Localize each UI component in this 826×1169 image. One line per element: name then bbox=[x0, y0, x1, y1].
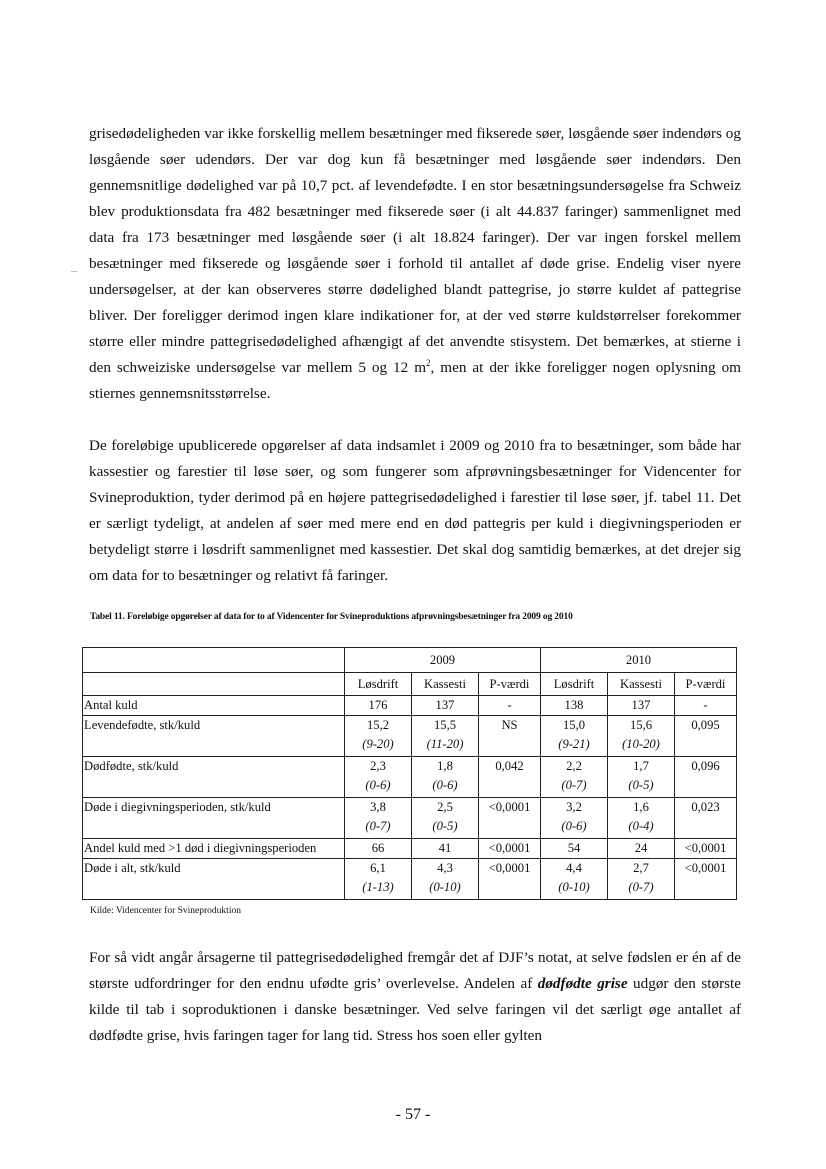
row-label: Døde i alt, stk/kuld bbox=[83, 859, 345, 900]
table-cell bbox=[608, 839, 675, 859]
cell-range: (0-7) bbox=[561, 778, 587, 792]
paragraph-1 bbox=[89, 121, 741, 407]
cell-value: 66 bbox=[371, 841, 385, 855]
table-cell bbox=[479, 859, 541, 900]
cell-value: 2,3 bbox=[370, 759, 386, 773]
cell-value: 2,5 bbox=[437, 800, 453, 814]
table-cell bbox=[345, 859, 412, 900]
paragraph-2: De foreløbige upublicerede opgørelser af data indsamlet i 2009 og 2010 fra to besætninger, som både har kassestier og farestier til løse søer, og som fungerer som afprøvningsbesætninger for Videncenter for Svineproduktion, tyder derimod på en højere pattegrisedødelighed i farestier til løse søer, jf. tabel 11. Det er særligt tydeligt, at andelen af søer med mere end en død pattegris per kuld i diegivningsperioden er betydeligt større i løsdrift sammenlignet med kassestier. Det skal dog samtidig bemærkes, at det drejer sig om data for to besætninger og relativt få faringer. bbox=[89, 437, 741, 584]
cell-value: 0,096 bbox=[691, 759, 720, 773]
cell-range: (0-7) bbox=[365, 819, 391, 833]
cell-value: 6,1 bbox=[370, 861, 386, 875]
row-label: Dødfødte, stk/kuld bbox=[83, 757, 345, 798]
empty-header-cell bbox=[83, 648, 345, 673]
col-header: P-værdi bbox=[479, 673, 541, 696]
table-row bbox=[83, 757, 737, 798]
cell-range: (0-6) bbox=[365, 778, 391, 792]
cell-value: 41 bbox=[438, 841, 452, 855]
table-cell bbox=[412, 859, 479, 900]
table-cell bbox=[345, 839, 412, 859]
row-label: Andel kuld med >1 død i diegivningsperioden bbox=[83, 839, 345, 859]
cell-value: 4,4 bbox=[566, 861, 582, 875]
paragraph-3 bbox=[89, 945, 741, 1049]
table-cell bbox=[345, 798, 412, 839]
cell-range: (11-20) bbox=[426, 737, 464, 751]
table-cell bbox=[345, 696, 412, 716]
row-label: Antal kuld bbox=[83, 696, 345, 716]
cell-value: 2,7 bbox=[633, 861, 649, 875]
page-number: - 57 - bbox=[395, 1106, 431, 1123]
cell-range: (0-4) bbox=[628, 819, 654, 833]
table-cell bbox=[412, 716, 479, 757]
table-cell bbox=[675, 716, 737, 757]
cell-range: (0-6) bbox=[432, 778, 458, 792]
column-header-row bbox=[83, 673, 737, 696]
cell-value: 137 bbox=[435, 698, 455, 712]
table-cell bbox=[541, 757, 608, 798]
cell-value: 2,2 bbox=[566, 759, 582, 773]
cell-value: 1,7 bbox=[633, 759, 649, 773]
table-caption: Tabel 11. Foreløbige opgørelser af data for to af Videncenter for Svineproduktions afprøvningsbesætninger fra 2009 og 2010 bbox=[90, 612, 573, 622]
cell-range: (0-7) bbox=[628, 880, 654, 894]
paragraph-3-text-end: udgør den største kilde til tab i soproduktionen i danske besætninger. Ved selve faringen vil det særligt øge antallet af dødfødte grise, hvis faringen tager for lang tid. Stress hos soen eller gylten bbox=[89, 975, 742, 1044]
table-cell bbox=[479, 716, 541, 757]
row-label: Levendefødte, stk/kuld bbox=[83, 716, 345, 757]
data-table bbox=[82, 647, 737, 900]
cell-value: 15,5 bbox=[433, 718, 457, 732]
cell-range: (9-20) bbox=[362, 737, 394, 751]
col-header: Kassesti bbox=[608, 673, 675, 696]
table-cell bbox=[541, 716, 608, 757]
cell-value: 3,2 bbox=[566, 800, 582, 814]
row-label: Døde i diegivningsperioden, stk/kuld bbox=[83, 798, 345, 839]
cell-range: (0-5) bbox=[628, 778, 654, 792]
cell-value: 138 bbox=[564, 698, 584, 712]
cell-value: 15,6 bbox=[629, 718, 653, 732]
table-cell bbox=[541, 696, 608, 716]
table-cell bbox=[412, 696, 479, 716]
table-cell bbox=[345, 716, 412, 757]
col-header: P-værdi bbox=[675, 673, 737, 696]
table-cell bbox=[412, 839, 479, 859]
cell-value: <0,0001 bbox=[488, 841, 531, 855]
table-cell bbox=[608, 859, 675, 900]
col-header: Løsdrift bbox=[345, 673, 412, 696]
cell-range: (0-6) bbox=[561, 819, 587, 833]
table-cell bbox=[479, 839, 541, 859]
cell-value: 3,8 bbox=[370, 800, 386, 814]
cell-value: 24 bbox=[634, 841, 648, 855]
cell-value: 4,3 bbox=[437, 861, 453, 875]
cell-value: 54 bbox=[567, 841, 581, 855]
table-body bbox=[83, 696, 737, 900]
cell-value: 0,042 bbox=[495, 759, 524, 773]
year-2010-header: 2010 bbox=[541, 648, 737, 673]
superscript: 2 bbox=[426, 357, 431, 368]
table-cell bbox=[675, 798, 737, 839]
cell-range: (0-5) bbox=[432, 819, 458, 833]
table-cell bbox=[675, 696, 737, 716]
table-cell bbox=[541, 859, 608, 900]
cell-range: (0-10) bbox=[558, 880, 590, 894]
cell-value: 15,0 bbox=[562, 718, 586, 732]
cell-value: <0,0001 bbox=[684, 861, 727, 875]
table-cell bbox=[608, 716, 675, 757]
table-row bbox=[83, 798, 737, 839]
paragraph-3-text: For så vidt angår årsagerne til pattegrisedødelighed fremgår det af DJF’s notat, at selve fødslen er én af de største udfordringer for den endnu ufødte gris’ overlevelse. Andelen af bbox=[89, 949, 741, 992]
col-header: Løsdrift bbox=[541, 673, 608, 696]
cell-value: NS bbox=[501, 718, 518, 732]
cell-range: (0-10) bbox=[429, 880, 461, 894]
table-row bbox=[83, 716, 737, 757]
cell-range: (1-13) bbox=[362, 880, 394, 894]
table-cell bbox=[479, 757, 541, 798]
table-cell bbox=[541, 839, 608, 859]
table-row bbox=[83, 696, 737, 716]
table-row bbox=[83, 839, 737, 859]
year-header-row bbox=[83, 648, 737, 673]
paragraph-1-text: grisedødeligheden var ikke forskellig mellem besætninger med fikserede søer, løsgående søer indendørs og løsgående søer udendørs. Der var dog kun få besætninger med løsgående søer indendørs. Den gennemsnitlige dødelighed var på 10,7 pct. af levendefødte. I en stor besætningsundersøgelse fra Schweiz blev produktionsdata fra 482 besætninger med fikserede søer (i alt 44.837 faringer) sammenlignet med data fra 173 besætninger med løsgående søer (i alt 18.824 faringer). Der var ingen forskel mellem besætninger med fikserede og løsgående søer i forhold til antallet af døde grise. Endelig viser nyere undersøgelser, at der kan observeres større dødelighed blandt pattegrise, jo større kuldet af pattegrise bliver. Der foreligger derimod ingen klare indikationer for, at der ved større kuldstørrelser forekommer større eller mindre pattegrisedødelighed afhængigt af det anvendte stisystem. Det bemærkes, at stierne i den schweiziske undersøgelse var mellem 5 og 12 m bbox=[89, 125, 741, 376]
cell-value: 0,023 bbox=[691, 800, 720, 814]
table-cell bbox=[541, 798, 608, 839]
cell-value: 1,8 bbox=[437, 759, 453, 773]
cell-value: 176 bbox=[368, 698, 388, 712]
cell-value: - bbox=[703, 698, 708, 712]
table-cell bbox=[675, 859, 737, 900]
table-cell bbox=[412, 757, 479, 798]
table-source: Kilde: Videncenter for Svineproduktion bbox=[90, 906, 241, 916]
cell-value: <0,0001 bbox=[684, 841, 727, 855]
table-cell bbox=[675, 839, 737, 859]
table-cell bbox=[675, 757, 737, 798]
cell-value: 15,2 bbox=[366, 718, 390, 732]
table-cell bbox=[345, 757, 412, 798]
year-2009-header: 2009 bbox=[345, 648, 541, 673]
empty-header-cell bbox=[83, 673, 345, 696]
cell-value: <0,0001 bbox=[488, 800, 531, 814]
paragraph-1-text-end: , men at der ikke foreligger nogen oplysning om stiernes gennemsnitsstørrelse. bbox=[89, 359, 741, 402]
cell-value: <0,0001 bbox=[488, 861, 531, 875]
cell-value: 0,095 bbox=[691, 718, 720, 732]
col-header: Kassesti bbox=[412, 673, 479, 696]
emphasis-term: dødfødte grise bbox=[537, 975, 628, 992]
margin-mark bbox=[71, 271, 77, 272]
table-cell bbox=[479, 798, 541, 839]
table-cell bbox=[412, 798, 479, 839]
table-cell bbox=[479, 696, 541, 716]
cell-value: - bbox=[507, 698, 512, 712]
cell-range: (10-20) bbox=[622, 737, 660, 751]
table-row bbox=[83, 859, 737, 900]
table-cell bbox=[608, 798, 675, 839]
table-cell bbox=[608, 757, 675, 798]
table-cell bbox=[608, 696, 675, 716]
cell-value: 137 bbox=[631, 698, 651, 712]
cell-range: (9-21) bbox=[558, 737, 590, 751]
cell-value: 1,6 bbox=[633, 800, 649, 814]
